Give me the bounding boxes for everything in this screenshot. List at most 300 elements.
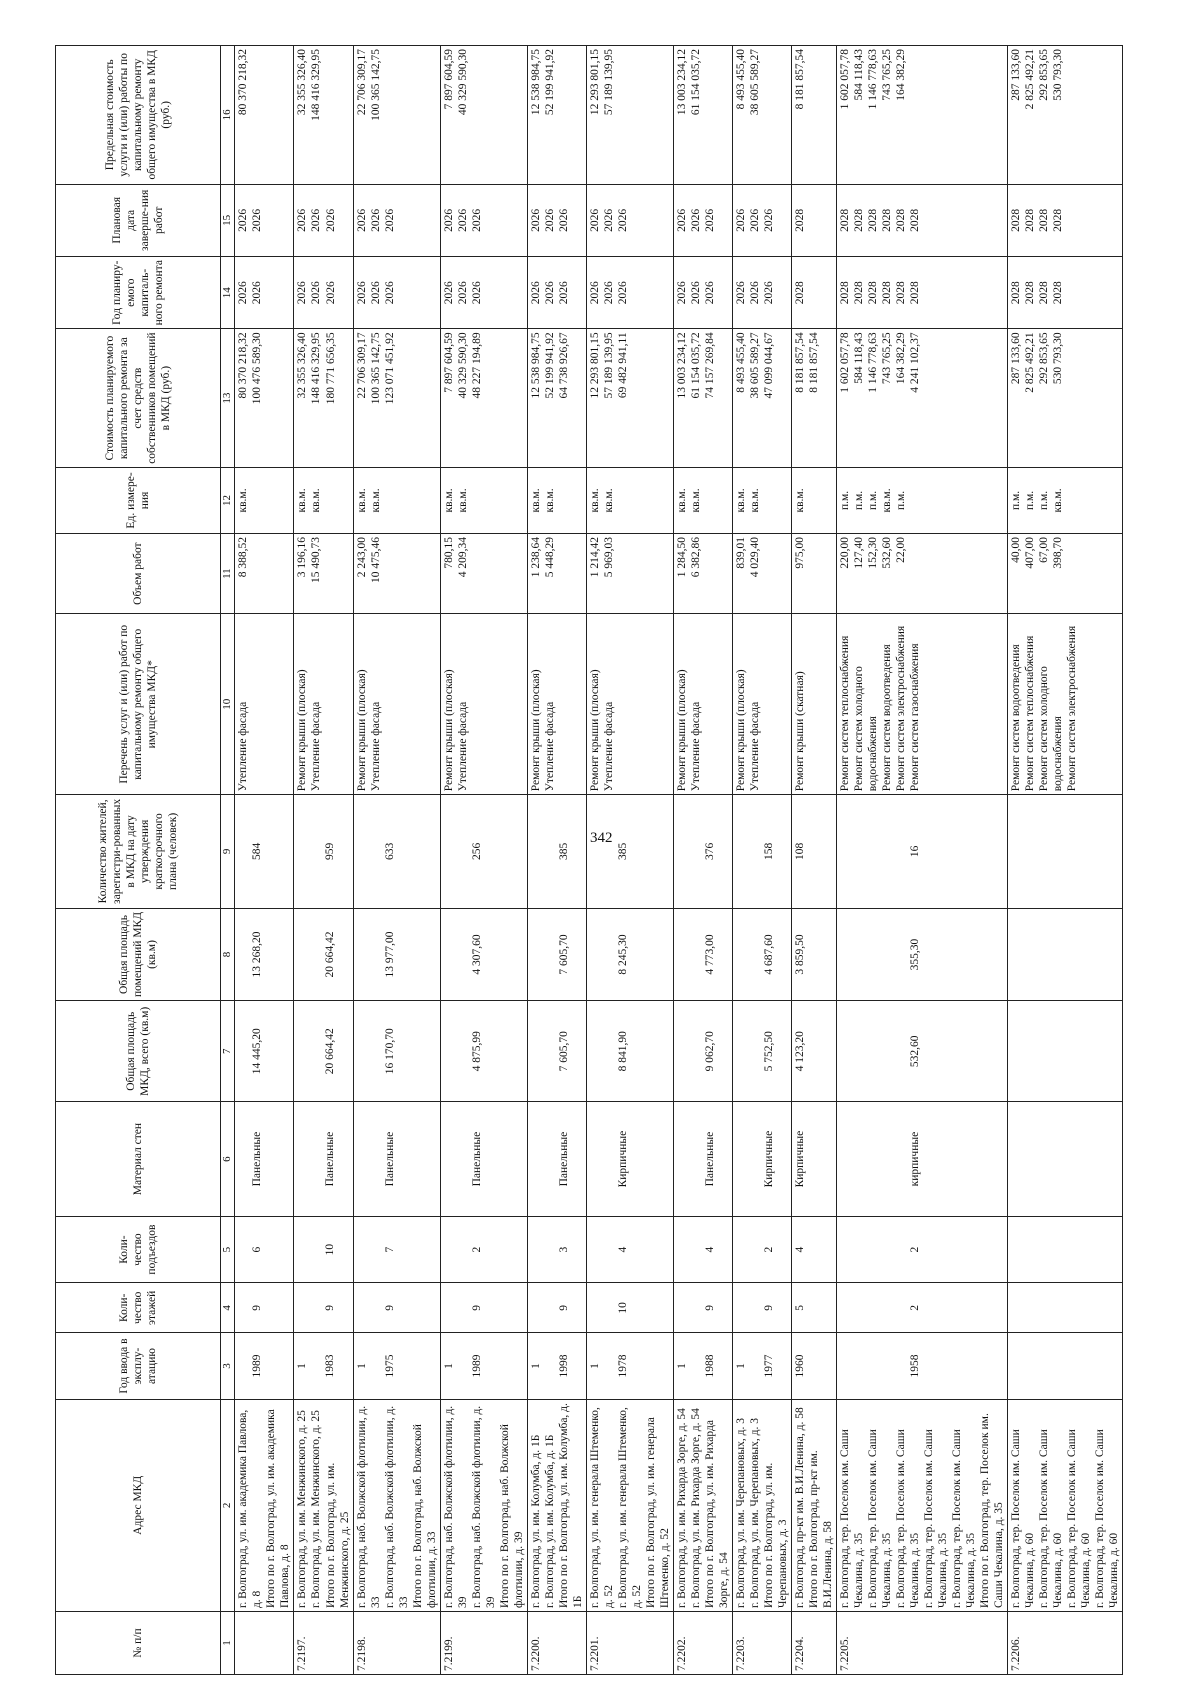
volume-line: 8 388,52 — [237, 536, 250, 578]
floors-cell — [732, 1283, 791, 1333]
residents-cell — [732, 795, 791, 908]
floors-line — [355, 1286, 369, 1329]
rotated-table-container — [55, 45, 1121, 1675]
walls-line — [1037, 1105, 1051, 1213]
volume-line: 5 448,29 — [543, 536, 556, 578]
end-date-line: 2026 — [383, 208, 396, 232]
end-date-line — [807, 188, 821, 253]
year-line — [894, 1336, 908, 1395]
floors-cell — [353, 1283, 440, 1333]
end-date-line: 2026 — [310, 208, 323, 232]
works-line: Ремонт систем газоснабжения — [909, 643, 922, 792]
repair-year-line: 2028 — [1024, 281, 1037, 305]
year-cell — [792, 1333, 837, 1399]
residents-cell — [837, 795, 1008, 908]
cost-line: 32 355 326,40 — [296, 332, 309, 399]
floors-line — [1009, 1286, 1023, 1329]
area-premises-line — [1023, 912, 1037, 998]
walls-line — [734, 1105, 748, 1213]
repair-year-line: 2026 — [310, 281, 323, 305]
repair-year-cell — [586, 257, 673, 329]
residents-line — [1051, 798, 1065, 904]
walls-line — [866, 1105, 880, 1213]
end-date-cell — [440, 184, 527, 256]
cost-line: 2 825 492,21 — [1024, 332, 1037, 393]
unit-cell — [792, 467, 837, 533]
end-date-line: 2026 — [675, 208, 688, 232]
walls-line: Панельные — [470, 1131, 483, 1187]
walls-line — [369, 1105, 383, 1213]
area-premises-cell — [440, 908, 527, 1001]
floors-line: 2 — [909, 1304, 922, 1311]
floors-line — [529, 1286, 543, 1329]
unit-line: кв.м. — [355, 488, 368, 513]
end-date-line: 2028 — [839, 208, 852, 232]
floors-line — [456, 1286, 470, 1329]
area-premises-line — [838, 912, 852, 998]
walls-line — [748, 1105, 762, 1213]
cost-line: 12 538 984,75 — [529, 332, 542, 399]
residents-line — [689, 798, 703, 904]
column-number-row — [221, 46, 235, 1675]
cost-line: 80 370 218,32 — [237, 332, 250, 399]
column-number: 13 — [221, 329, 235, 468]
floors-line — [807, 1286, 821, 1329]
area-total-line — [866, 1004, 880, 1098]
year-line — [838, 1336, 852, 1395]
year-line — [866, 1336, 880, 1395]
end-date-cell — [294, 184, 353, 256]
repair-year-cell — [353, 257, 440, 329]
walls-line — [309, 1105, 323, 1213]
works-line: Ремонт крыши (плоская) — [529, 669, 542, 792]
row-number-cell: 7.2206. — [1008, 1612, 1123, 1675]
column-header: Плановая дата заверше-ния работ — [56, 184, 221, 256]
area-total-line: 532,60 — [909, 1035, 922, 1068]
repair-year-cell — [440, 257, 527, 329]
entrances-line — [1023, 1220, 1037, 1279]
area-premises-line: 4 687,60 — [762, 934, 775, 975]
works-cell — [732, 614, 791, 795]
end-date-cell — [235, 184, 294, 256]
end-date-cell — [1008, 184, 1123, 256]
volume-line: 780,15 — [442, 536, 455, 569]
walls-cell — [235, 1102, 294, 1217]
walls-cell — [440, 1102, 527, 1217]
area-premises-line: 13 268,20 — [251, 931, 264, 978]
repair-year-line: 2026 — [734, 281, 747, 305]
entrances-line — [442, 1220, 456, 1279]
column-header: Год планиру-емого капиталь-ного ремонта — [56, 257, 221, 329]
works-line: Ремонт систем водоотведения — [1010, 644, 1023, 792]
repair-year-line: 2026 — [675, 281, 688, 305]
residents-line — [880, 798, 894, 904]
address-line: г. Волгоград, тер. Поселок им. Саши Чекалина, д. 60 — [1038, 1429, 1065, 1609]
walls-line: Кирпичные — [762, 1130, 775, 1188]
repair-year-line: 2026 — [237, 281, 250, 305]
residents-line — [675, 798, 689, 904]
cost-line: 7 897 604,59 — [442, 332, 455, 393]
address-line: г. Волгоград, тер. Поселок им. Саши Чекалина, д. 60 — [1010, 1429, 1037, 1609]
volume-line: 839,01 — [734, 536, 747, 569]
unit-line: кв.м. — [369, 488, 382, 513]
max-cost-line: 12 293 801,15 — [588, 49, 601, 116]
volume-cell — [837, 533, 1008, 613]
table-row — [235, 46, 294, 1675]
area-total-line — [1023, 1004, 1037, 1098]
area-premises-line — [748, 912, 762, 998]
entrances-line — [1051, 1220, 1065, 1279]
table-row — [792, 46, 837, 1675]
cost-line: 74 157 269,84 — [703, 332, 716, 399]
residents-cell — [235, 795, 294, 908]
area-premises-line — [1037, 912, 1051, 998]
max-cost-line: 38 605 589,27 — [748, 49, 761, 116]
year-cell — [353, 1333, 440, 1399]
volume-line — [250, 537, 264, 610]
floors-line — [602, 1286, 616, 1329]
max-cost-line: 1 602 057,78 — [839, 49, 852, 110]
volume-line — [470, 537, 484, 610]
residents-line: 385 — [557, 842, 570, 861]
entrances-line — [734, 1220, 748, 1279]
area-premises-cell — [673, 908, 732, 1001]
address-line: г. Волгоград, тер. Поселок им. Саши Чекалина, д. 35 — [951, 1429, 978, 1609]
column-header: Общая площадь МКД, всего (кв.м) — [56, 1001, 221, 1102]
unit-line: кв.м. — [456, 488, 469, 513]
year-line: 1 — [296, 1363, 309, 1369]
entrances-line: 2 — [909, 1246, 922, 1253]
column-header: Адрес МКД — [56, 1399, 221, 1611]
cost-cell — [673, 329, 732, 468]
cost-line: 8 493 455,40 — [734, 332, 747, 393]
column-number: 2 — [221, 1399, 235, 1611]
repair-year-line: 2026 — [324, 281, 337, 305]
area-premises-cell — [1008, 908, 1123, 1001]
address-cell — [673, 1399, 732, 1611]
entrances-line: 6 — [251, 1246, 264, 1253]
floors-line — [588, 1286, 602, 1329]
volume-line — [703, 537, 717, 610]
page-number: 342 — [590, 830, 613, 846]
walls-line — [442, 1105, 456, 1213]
year-cell — [294, 1333, 353, 1399]
area-total-cell — [353, 1001, 440, 1102]
entrances-line: 4 — [703, 1246, 716, 1253]
unit-line: кв.м. — [529, 488, 542, 513]
walls-line — [807, 1105, 821, 1213]
end-date-line: 2026 — [369, 208, 382, 232]
walls-line: Панельные — [383, 1131, 396, 1187]
area-premises-line — [866, 912, 880, 998]
max-cost-line: 40 329 590,30 — [456, 49, 469, 116]
max-cost-line: 22 706 309,17 — [355, 49, 368, 116]
repair-year-line: 2026 — [383, 281, 396, 305]
cost-line: 1 146 778,63 — [867, 332, 880, 393]
end-date-cell — [837, 184, 1008, 256]
walls-line — [1051, 1105, 1065, 1213]
residents-line — [807, 798, 821, 904]
walls-line: кирпичные — [909, 1131, 922, 1187]
year-line — [1051, 1336, 1065, 1395]
works-line: Утепление фасада — [602, 701, 615, 792]
entrances-cell — [792, 1217, 837, 1283]
year-cell — [235, 1333, 294, 1399]
residents-cell — [586, 795, 673, 908]
works-line: Ремонт крыши (плоская) — [442, 669, 455, 792]
area-premises-cell — [527, 908, 586, 1001]
address-cell — [837, 1399, 1008, 1611]
capital-repair-table — [55, 45, 1123, 1675]
entrances-line — [295, 1220, 309, 1279]
area-total-line — [880, 1004, 894, 1098]
volume-cell — [673, 533, 732, 613]
column-number: 10 — [221, 614, 235, 795]
area-total-line: 4 123,20 — [794, 1031, 806, 1072]
works-line: Ремонт систем теплоснабжения — [1024, 635, 1037, 792]
cost-cell — [732, 329, 791, 468]
entrances-cell — [440, 1217, 527, 1283]
repair-year-cell — [294, 257, 353, 329]
max-cost-cell — [792, 46, 837, 185]
area-premises-line — [295, 912, 309, 998]
floors-line: 5 — [794, 1304, 806, 1311]
area-total-cell — [1008, 1001, 1123, 1102]
residents-line: 16 — [909, 845, 922, 858]
walls-cell — [527, 1102, 586, 1217]
unit-line — [762, 471, 776, 530]
residents-line — [295, 798, 309, 904]
column-header: Коли-чество подъездов — [56, 1217, 221, 1283]
works-cell — [792, 614, 837, 795]
repair-year-line: 2026 — [762, 281, 775, 305]
area-total-cell — [235, 1001, 294, 1102]
header-row — [56, 46, 221, 1675]
repair-year-line: 2028 — [853, 281, 866, 305]
residents-line: 584 — [251, 842, 264, 861]
volume-line: 532,60 — [881, 536, 894, 569]
residents-line — [1023, 798, 1037, 904]
max-cost-line: 61 154 035,72 — [689, 49, 702, 116]
floors-line: 9 — [557, 1304, 570, 1311]
end-date-line: 2028 — [1052, 208, 1065, 232]
area-total-line — [852, 1004, 866, 1098]
works-cell — [440, 614, 527, 795]
max-cost-line: 8 181 857,54 — [794, 49, 806, 110]
repair-year-line: 2026 — [296, 281, 309, 305]
area-premises-line — [442, 912, 456, 998]
area-total-line — [838, 1004, 852, 1098]
cost-line: 530 793,30 — [1052, 332, 1065, 385]
area-premises-line — [1009, 912, 1023, 998]
max-cost-line: 148 416 329,95 — [310, 49, 323, 121]
residents-line — [529, 798, 543, 904]
max-cost-cell — [294, 46, 353, 185]
residents-line: 633 — [383, 842, 396, 861]
max-cost-line — [616, 49, 630, 181]
area-premises-cell — [792, 908, 837, 1001]
address-line: Итого по г. Волгоград, наб. Волжской флотилии, д. 39 — [498, 1424, 525, 1609]
volume-line: 2 243,00 — [355, 536, 368, 578]
area-premises-line: 13 977,00 — [383, 931, 396, 978]
address-line: Итого по г. Волгоград, ул. им. Черепановых, д. 3 — [762, 1462, 789, 1609]
column-number: 6 — [221, 1102, 235, 1217]
address-line: г. Волгоград, ул. им. Рихарда Зорге, д. 54 — [689, 1408, 702, 1609]
column-header: Количество жителей, зарегистри-рованных в МКД на дату утверждения краткосрочного плана (человек) — [56, 795, 221, 908]
address-line: Итого по г. Волгоград, пр-кт им. В.И.Ленина, д. 58 — [808, 1450, 835, 1609]
year-line: 1988 — [703, 1354, 716, 1378]
entrances-line — [1037, 1220, 1051, 1279]
cost-cell — [586, 329, 673, 468]
cost-line: 64 738 926,67 — [557, 332, 570, 399]
unit-line: п.м. — [867, 490, 880, 511]
repair-year-line: 2026 — [529, 281, 542, 305]
area-total-line — [588, 1004, 602, 1098]
year-line — [852, 1336, 866, 1395]
entrances-line — [588, 1220, 602, 1279]
year-line — [236, 1336, 250, 1395]
column-number: 15 — [221, 184, 235, 256]
floors-line — [295, 1286, 309, 1329]
cost-line: 22 706 309,17 — [355, 332, 368, 399]
year-cell — [732, 1333, 791, 1399]
area-total-line — [807, 1004, 821, 1098]
end-date-line: 2026 — [734, 208, 747, 232]
volume-line: 67,00 — [1038, 536, 1051, 563]
entrances-line: 4 — [794, 1246, 806, 1253]
area-premises-cell — [235, 908, 294, 1001]
unit-cell — [235, 467, 294, 533]
entrances-cell — [527, 1217, 586, 1283]
floors-line — [1037, 1286, 1051, 1329]
end-date-line: 2026 — [748, 208, 761, 232]
repair-year-cell — [527, 257, 586, 329]
year-line — [309, 1336, 323, 1395]
volume-line — [557, 537, 571, 610]
unit-line — [470, 471, 484, 530]
repair-year-line: 2026 — [588, 281, 601, 305]
entrances-line — [1009, 1220, 1023, 1279]
residents-line — [602, 798, 616, 904]
volume-line: 127,40 — [853, 536, 866, 569]
residents-line — [1037, 798, 1051, 904]
row-number-cell: 7.2200. — [527, 1612, 586, 1675]
works-cell — [837, 614, 1008, 795]
cost-line: 123 071 451,92 — [383, 332, 396, 405]
floors-line: 9 — [251, 1304, 264, 1311]
column-header: Стоимость планируемого капитального ремонта за счет средств собственников помещений в МКД (руб.) — [56, 329, 221, 468]
works-line: Утепление фасада — [369, 701, 382, 792]
residents-line — [1009, 798, 1023, 904]
area-total-line: 5 752,50 — [762, 1031, 775, 1072]
residents-cell — [527, 795, 586, 908]
address-line: Итого по г. Волгоград, наб. Волжской флотилии, д. 33 — [411, 1424, 438, 1609]
floors-cell — [527, 1283, 586, 1333]
floors-line: 9 — [383, 1304, 396, 1311]
max-cost-line: 12 538 984,75 — [529, 49, 542, 116]
unit-line: п.м. — [839, 490, 852, 511]
repair-year-line — [807, 260, 821, 325]
max-cost-cell — [586, 46, 673, 185]
residents-line — [309, 798, 323, 904]
unit-line: кв.м. — [310, 488, 323, 513]
floors-line: 10 — [616, 1302, 629, 1314]
unit-line — [557, 471, 571, 530]
row-number-cell: 7.2199. — [440, 1612, 527, 1675]
cost-line: 38 605 589,27 — [748, 332, 761, 399]
max-cost-line: 80 370 218,32 — [237, 49, 250, 116]
area-total-line: 7 605,70 — [557, 1031, 570, 1072]
cost-line: 61 154 035,72 — [689, 332, 702, 399]
floors-cell — [440, 1283, 527, 1333]
area-premises-line — [309, 912, 323, 998]
volume-line: 15 490,73 — [310, 536, 323, 583]
repair-year-line: 2028 — [794, 281, 806, 305]
floors-line — [369, 1286, 383, 1329]
repair-year-cell — [673, 257, 732, 329]
walls-cell — [732, 1102, 791, 1217]
max-cost-line — [908, 49, 922, 181]
works-cell — [673, 614, 732, 795]
entrances-line: 10 — [324, 1243, 337, 1256]
volume-line: 1 214,42 — [588, 536, 601, 578]
cost-line: 52 199 941,92 — [543, 332, 556, 399]
year-line — [369, 1336, 383, 1395]
address-line: г. Волгоград, тер. Поселок им. Саши Чекалина, д. 35 — [923, 1429, 950, 1609]
entrances-line — [689, 1220, 703, 1279]
max-cost-line: 57 189 139,95 — [602, 49, 615, 116]
cost-line: 743 765,25 — [881, 332, 894, 385]
area-premises-line — [880, 912, 894, 998]
area-total-line — [456, 1004, 470, 1098]
max-cost-line: 100 365 142,75 — [369, 49, 382, 121]
address-line: г. Волгоград, ул. им. Колумба, д. 1Б — [529, 1434, 542, 1609]
area-total-cell — [586, 1001, 673, 1102]
max-cost-line — [557, 49, 571, 181]
entrances-line — [894, 1220, 908, 1279]
row-number-cell: 7.2197. — [294, 1612, 353, 1675]
max-cost-line — [383, 49, 397, 181]
area-total-cell — [792, 1001, 837, 1102]
entrances-line — [866, 1220, 880, 1279]
address-line: г. Волгоград, ул. им. академика Павлова, д. 8 — [237, 1409, 264, 1609]
volume-line: 40,00 — [1010, 536, 1023, 563]
entrances-line — [236, 1220, 250, 1279]
area-premises-line — [529, 912, 543, 998]
walls-cell — [1008, 1102, 1123, 1217]
area-premises-line — [734, 912, 748, 998]
table-row — [294, 46, 353, 1675]
max-cost-cell — [440, 46, 527, 185]
walls-line — [838, 1105, 852, 1213]
end-date-line: 2026 — [588, 208, 601, 232]
floors-line — [309, 1286, 323, 1329]
max-cost-cell — [527, 46, 586, 185]
volume-line — [616, 537, 630, 610]
area-total-line: 8 841,90 — [616, 1031, 629, 1072]
column-number: 16 — [221, 46, 235, 185]
area-premises-line — [236, 912, 250, 998]
residents-line: 108 — [794, 842, 806, 861]
entrances-cell — [1008, 1217, 1123, 1283]
max-cost-cell — [353, 46, 440, 185]
year-cell — [527, 1333, 586, 1399]
column-number: 14 — [221, 257, 235, 329]
address-line: г. Волгоград, наб. Волжской флотилии, д. 39 — [470, 1405, 497, 1609]
entrances-line — [880, 1220, 894, 1279]
walls-line — [1009, 1105, 1023, 1213]
repair-year-cell — [1008, 257, 1123, 329]
